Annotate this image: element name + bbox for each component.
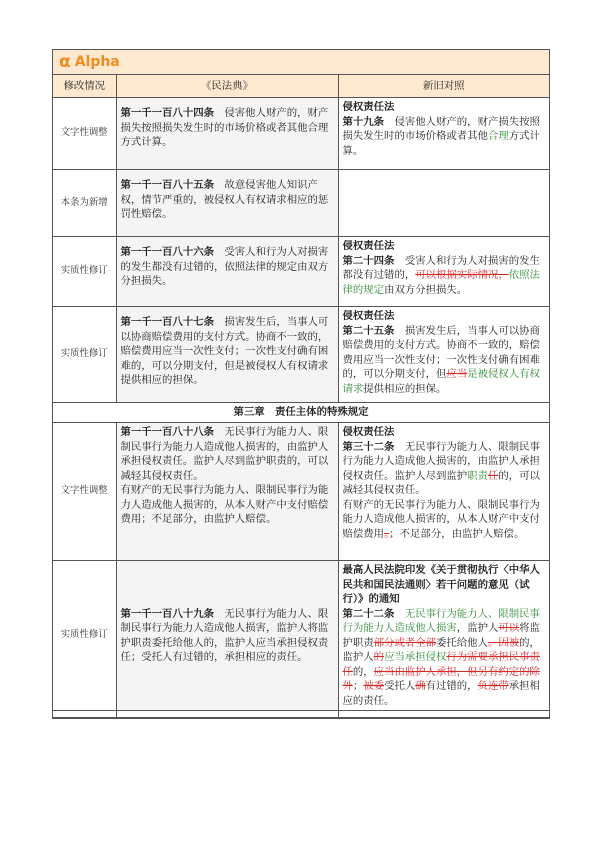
deleted-text: 负连带: [477, 680, 509, 692]
deleted-text: 应当由监护人承担，但另有约定的除外: [342, 665, 540, 692]
article-text: ；: [352, 680, 364, 692]
civil-code-article: [116, 561, 338, 711]
article-text: 委托给他人: [436, 636, 488, 649]
article-text: 将监护职责: [342, 622, 540, 649]
article-text: 无民事行为能力人、限制民事行为能力人造成他人损害的，由监护人承担侵权责任。监护人尽到监护: [342, 440, 540, 482]
header-civil-code: 《民法典》: [116, 75, 338, 98]
article-text: 方式计算。: [342, 130, 540, 157]
article-text: 损害发生后，当事人可以协商赔偿费用的支付方式。协商不一致的，赔偿费用应当一次性支付；一次性支付确有困难的，可以分期支付，但是被侵权人有权请求提供相应的担保。: [120, 316, 329, 386]
article-number: 第二十四条: [342, 254, 395, 267]
added-text: 无民事行为能力人、限制民事行为能力人造成他人损害: [342, 607, 540, 634]
change-type: 实质性修订: [53, 561, 116, 711]
old-law-source: 侵权责任法: [342, 101, 395, 113]
deleted-text: 可以: [498, 622, 520, 634]
change-type: 文字性调整: [53, 98, 116, 170]
table-row: [53, 237, 549, 307]
old-law-article: [338, 561, 549, 711]
old-law-article: [338, 98, 549, 170]
article-number: 第一千一百八十九条: [120, 607, 215, 620]
deleted-text: 部分或者全部: [373, 636, 437, 649]
change-type: 实质性修订: [53, 237, 116, 307]
added-text: 合理: [487, 130, 509, 142]
civil-code-article: [116, 237, 338, 307]
civil-code-article: [116, 423, 338, 561]
article-text: 承担相应的责任。: [342, 680, 540, 707]
comparison-table: [53, 75, 549, 718]
old-law-source: 最高人民法院印发《关于贯彻执行〈中华人民共和国民法通则〉若干问题的意见（试行）》的通知: [342, 564, 540, 605]
article-number: 第一千一百八十八条: [120, 426, 215, 438]
article-text: 损害发生后，当事人可以协商赔偿费用的支付方式。协商不一致的，赔偿费用应当一次性支付；一次性支付确有困难的，可以分期支付，但: [342, 324, 540, 380]
article-text: 的，: [352, 665, 374, 678]
deleted-text: 被委: [363, 680, 385, 692]
deleted-text: 可以根据实际情况，: [415, 269, 509, 281]
table-row: [53, 307, 549, 403]
deleted-text: 行为需要承担民事责任: [342, 651, 540, 678]
table-row: [53, 561, 549, 711]
deleted-text: 的: [373, 651, 385, 663]
article-text: 有过错的，: [425, 680, 478, 692]
old-law-article: [338, 170, 549, 237]
article-text: 无民事行为能力人、限制民事行为能力人造成他人损害的，由监护人承担侵权责任。监护人尽到监护职责的，可以减轻其侵权责任。 有财产的无民事行为能力人、限制民事行为能力人造成他人损害的，从本人财产中支付赔偿费用；不足部分，由监护人赔偿。: [120, 426, 329, 525]
old-law-article: [338, 423, 549, 561]
change-type: 文字性调整: [53, 423, 116, 561]
article-text: 受托人: [384, 680, 416, 692]
deleted-text: 应当: [446, 368, 468, 380]
article-number: 第三十二条: [342, 440, 395, 453]
chapter-heading: 第三章 责任主体的特殊规定: [53, 403, 549, 423]
article-text: ；不足部分，由监护人赔偿。: [389, 527, 525, 540]
comparison-document: [52, 49, 550, 719]
civil-code-article: [116, 307, 338, 403]
article-number: 第一千一百八十四条: [120, 107, 215, 119]
article-text: 受害人和行为人对损害的发生都没有过错的，: [342, 254, 540, 281]
article-text: [394, 608, 404, 620]
added-text: 应当承担侵权: [384, 651, 447, 663]
header-change-type: 修改情况: [53, 75, 116, 98]
deleted-text: 确: [415, 680, 426, 692]
article-number: 第十九条: [342, 115, 385, 128]
table-row: [53, 423, 549, 561]
article-number: 第二十五条: [342, 324, 395, 337]
deleted-text: 。: [384, 527, 390, 540]
article-number: 第一千一百八十六条: [120, 246, 215, 258]
header-old-new-comparison: 新旧对照: [338, 75, 549, 98]
article-text: 提供相应的担保。: [363, 382, 447, 395]
article-number: 第二十二条: [342, 607, 395, 620]
article-text: 监护人: [467, 622, 499, 634]
article-text: 侵害他人财产的，财产损失按照损失发生时的市场价格或者其他合理方式计算。: [120, 107, 329, 148]
added-text: 是被侵权人有权请求: [342, 368, 540, 395]
civil-code-article: [116, 98, 338, 170]
brand-name: Alpha: [74, 54, 120, 70]
article-text: 侵害他人财产的，财产损失按照损失发生时的市场价格或者其他: [342, 115, 540, 142]
table-row: [53, 98, 549, 170]
section-row: [53, 403, 549, 423]
added-text: 依照法律的规定: [342, 269, 540, 296]
article-text: 受害人和行为人对损害的发生都没有过错的，依照法律的规定由双方分担损失。: [120, 246, 329, 287]
old-law-source: 侵权责任法: [342, 240, 395, 252]
article-text: 的，监护人: [342, 636, 540, 663]
change-type: 实质性修订: [53, 307, 116, 403]
table-row: [53, 170, 549, 237]
deleted-text: 任: [487, 469, 499, 482]
old-law-article: [338, 307, 549, 403]
article-text: 由双方分担损失。: [384, 283, 468, 296]
article-number: 第一千一百八十五条: [120, 179, 215, 191]
added-text: 职责: [467, 469, 488, 482]
article-number: 第一千一百八十七条: [120, 316, 215, 328]
change-type: 本条为新增: [53, 170, 116, 237]
civil-code-article: [116, 170, 338, 237]
article-text: 无民事行为能力人、限制民事行为能力人造成他人损害，监护人将监护职责委托给他人的，监护人应当承担侵权责任；受托人有过错的，承担相应的责任。: [120, 607, 329, 663]
old-law-source: 侵权责任法: [342, 426, 395, 438]
alpha-logo-icon: α: [59, 51, 71, 72]
article-text: 的，可以减轻其侵权责任。 有财产的无民事行为能力人、限制民事行为能力人造成他人损害的，从本人财产中支付赔偿费用: [342, 469, 540, 540]
article-text: ，: [456, 622, 468, 634]
old-law-source: 侵权责任法: [342, 310, 395, 322]
table-bottom-spacer: [53, 711, 549, 718]
table-header-row: [53, 75, 549, 98]
brand-bar: [53, 50, 549, 75]
old-law-article: [338, 237, 549, 307]
deleted-text: 。因被: [487, 636, 520, 649]
article-text: 故意侵害他人知识产权，情节严重的，被侵权人有权请求相应的惩罚性赔偿。: [120, 179, 329, 220]
